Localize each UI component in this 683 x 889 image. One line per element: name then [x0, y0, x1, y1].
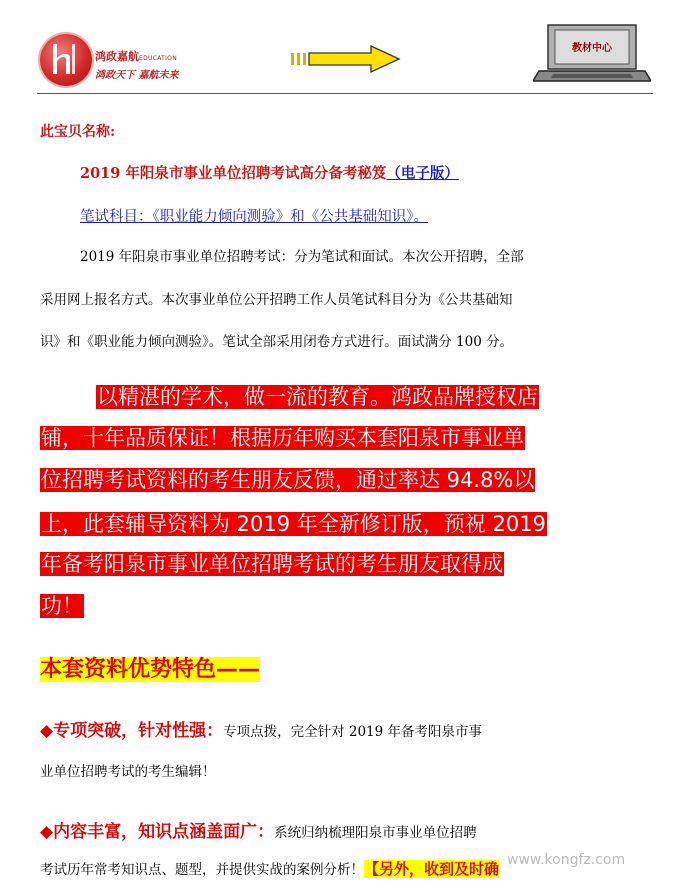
feature-text-continued: 业单位招聘考试的考生编辑！	[40, 764, 216, 780]
intro-line-3: 识》和《职业能力倾向测验》。笔试全部采用闭卷方式进行。面试满分 100 分。	[40, 334, 514, 350]
feature-tail-note: 【另外，收到及时确	[364, 860, 500, 878]
promo-line-5: 年备考阳泉市事业单位招聘考试的考生朋友取得成	[41, 552, 503, 576]
brand-logo-mark-icon	[50, 42, 82, 76]
product-title-tag[interactable]: （电子版）	[386, 165, 459, 182]
arrow-right-icon	[291, 45, 401, 73]
feature-text: 专项点拨，完全针对 2019 年备考阳泉市事	[223, 724, 483, 740]
feature-heading: 专项突破，针对性强：	[53, 721, 224, 741]
intro-line-1: 2019 年阳泉市事业单位招聘考试：分为笔试和面试。本次公开招聘，全部	[80, 249, 524, 265]
laptop-label: 教材中心	[572, 43, 612, 54]
feature-heading: 内容丰富，知识点涵盖面广：	[53, 822, 275, 842]
header-divider	[37, 93, 653, 94]
feature-item	[40, 716, 482, 741]
watermark: www.kongfz.com	[507, 852, 626, 868]
product-title-text: 2019 年阳泉市事业单位招聘考试高分备考秘笈	[80, 165, 387, 182]
promo-line-4: 上，此套辅导资料为 2019 年全新修订版，预祝 2019	[41, 512, 546, 536]
feature-bullet-icon: ◆	[40, 822, 54, 842]
product-label: 此宝贝名称:	[40, 124, 116, 140]
product-subject[interactable]: 笔试科目：《职业能力倾向测验》和《公共基础知识》。	[80, 209, 428, 225]
brand-name: 鸿政嘉航EDUCATION	[95, 50, 177, 63]
promo-line-2: 铺，十年品质保证！根据历年购买本套阳泉市事业单	[41, 426, 524, 450]
brand-slogan: 鸿政天下 嘉航未来	[95, 70, 179, 81]
section-heading: 本套资料优势特色——	[40, 657, 261, 682]
promo-line-1: 以精湛的学术，做一流的教育。鸿政品牌授权店	[97, 385, 538, 409]
product-title[interactable]	[80, 162, 459, 183]
feature-bullet-icon: ◆	[40, 721, 54, 741]
feature-item	[40, 817, 477, 842]
promo-line-3: 位招聘考试资料的考生朋友反馈，通过率达 94.8%以	[41, 468, 535, 492]
feature-text-continued: 考试历年常考知识点、题型，并提供实战的案例分析！【另外，收到及时确	[40, 860, 500, 878]
promo-line-6: 功！	[41, 594, 83, 618]
laptop-icon	[533, 23, 651, 85]
feature-text: 系统归纳梳理阳泉市事业单位招聘	[274, 825, 477, 841]
intro-line-2: 采用网上报名方式。本次事业单位公开招聘工作人员笔试科目分为《公共基础知	[40, 292, 513, 308]
